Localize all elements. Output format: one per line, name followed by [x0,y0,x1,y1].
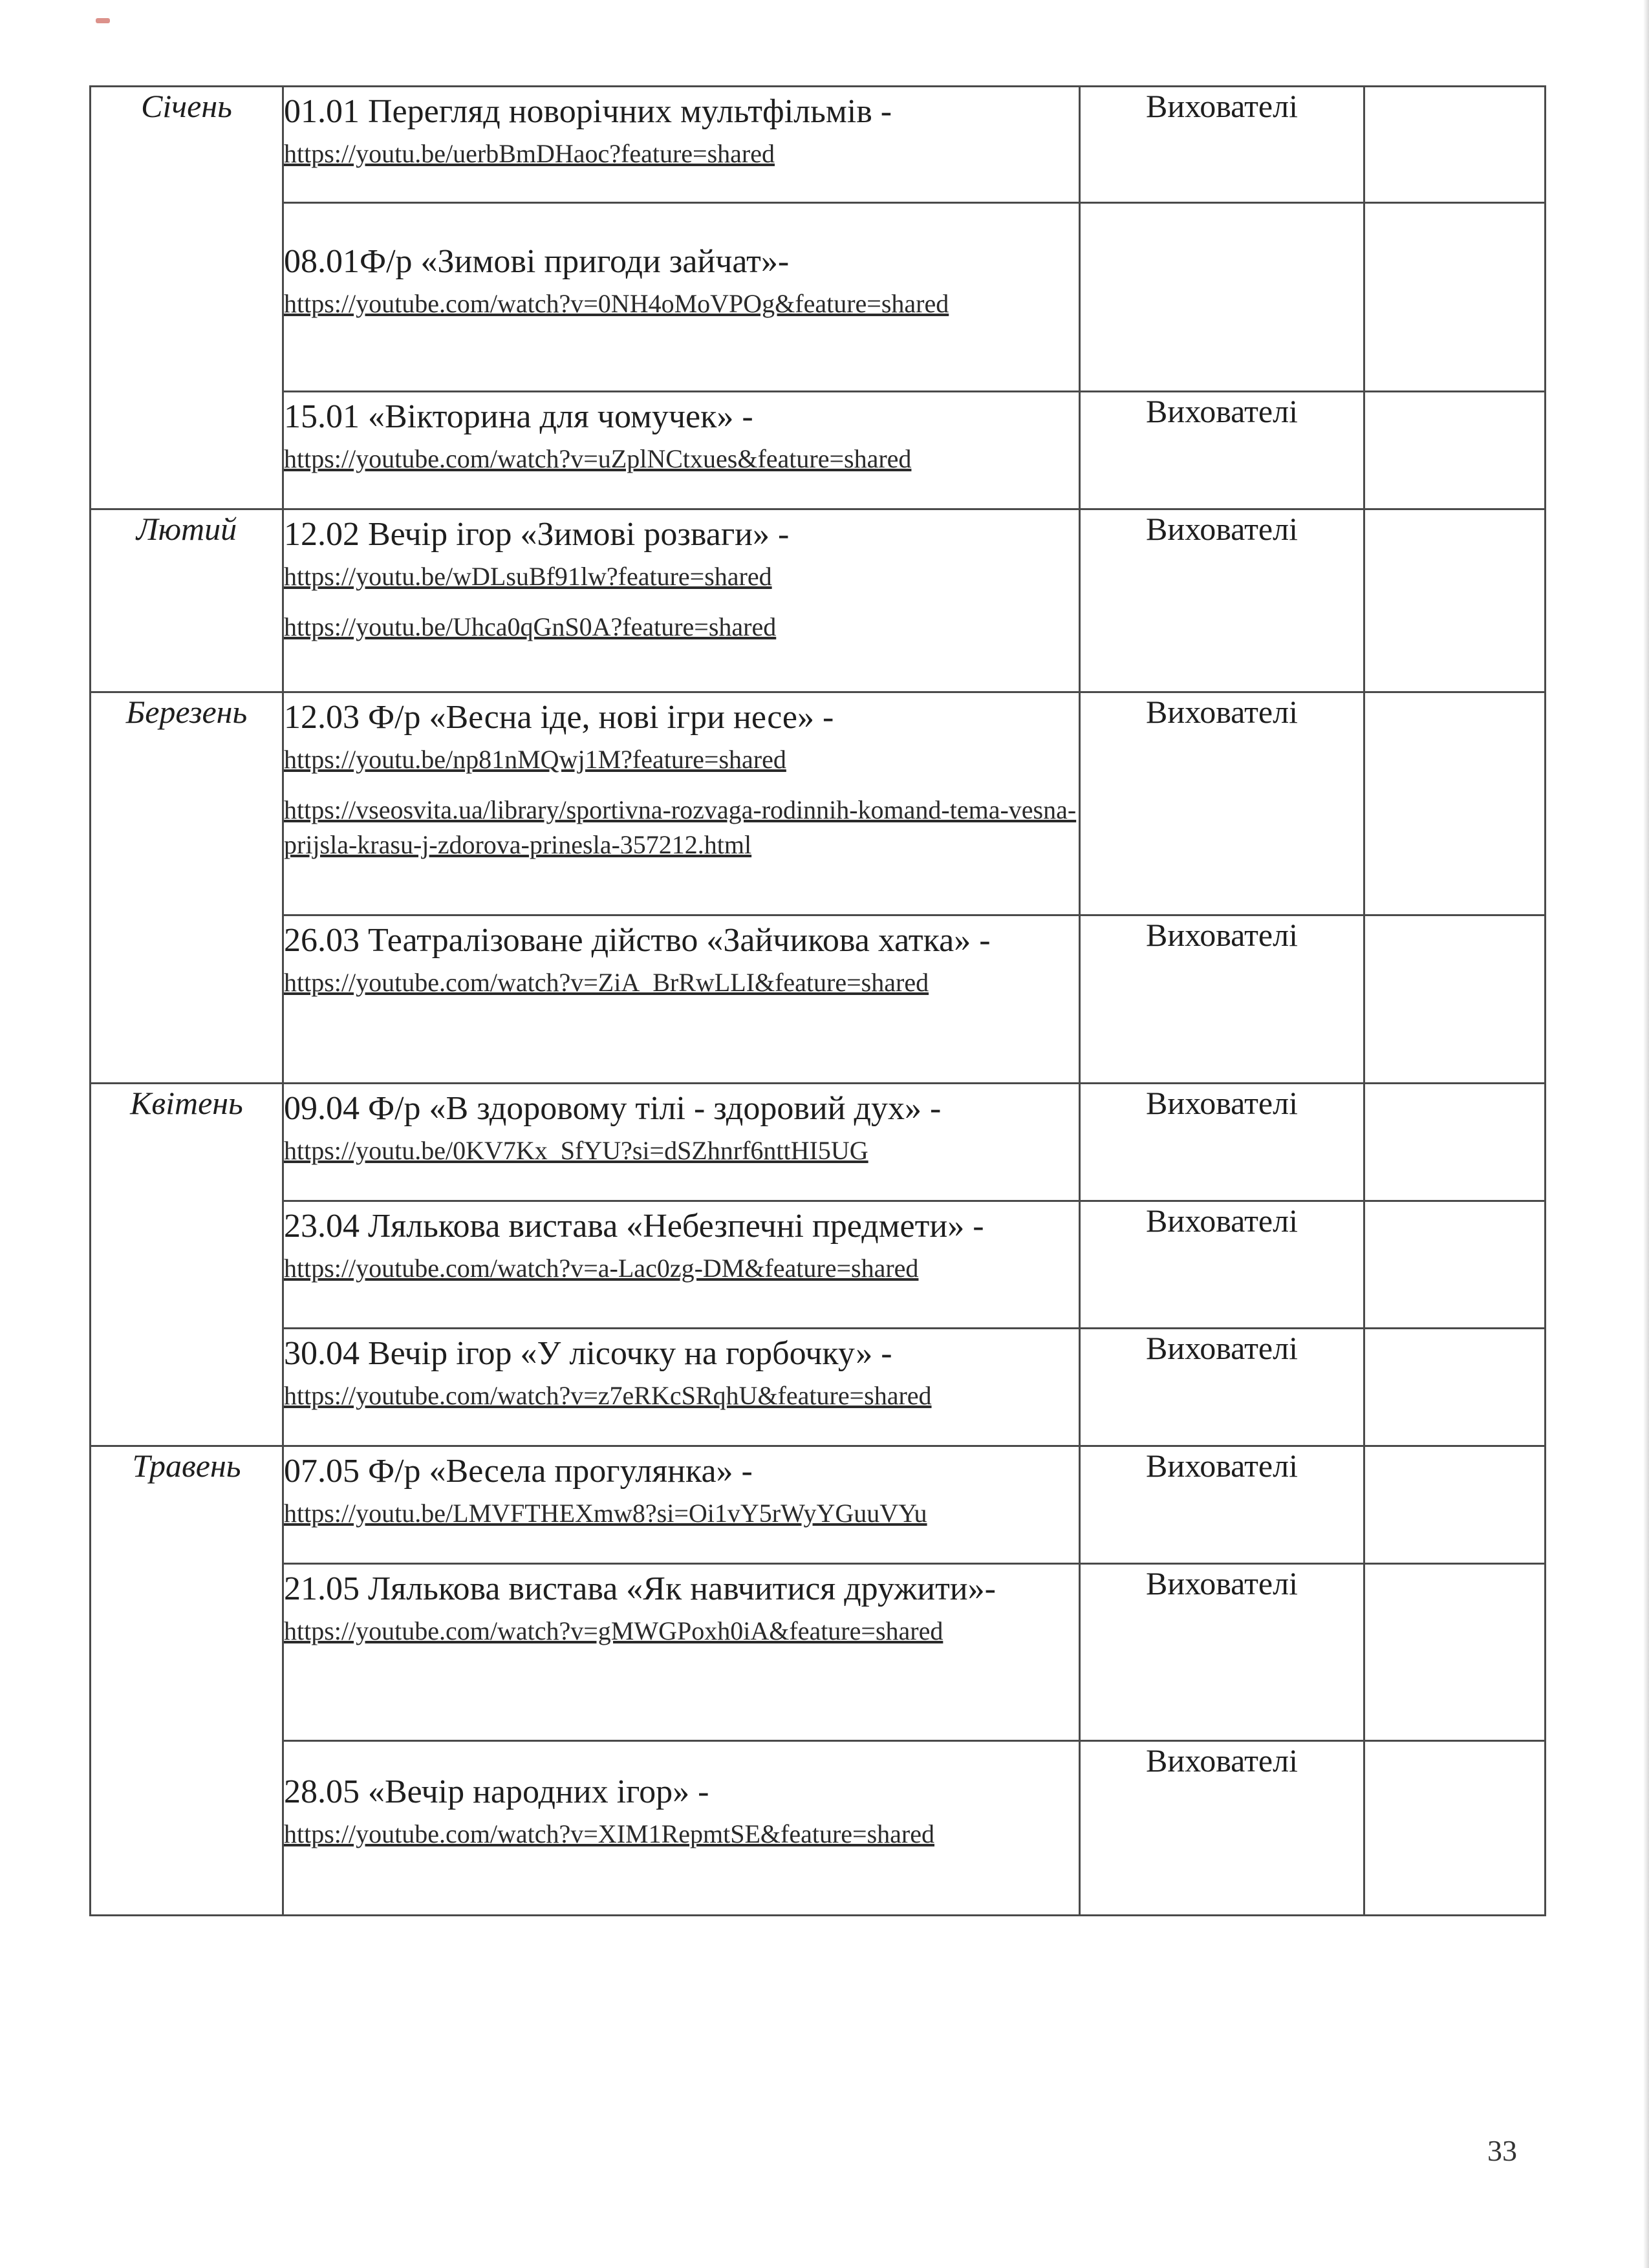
scan-edge-shadow [1643,0,1649,2268]
event-link[interactable]: https://youtube.com/watch?v=uZplNCtxues&feature=shared [284,444,912,473]
month-cell-february: Лютий [91,509,283,692]
event-title: 15.01 «Вікторина для чомучек» - [284,398,753,435]
event-cell [283,1084,1080,1201]
event-title: 08.01Ф/р «Зимові пригоди зайчат»- [284,243,790,280]
scan-mark [96,18,110,23]
notes-cell [1364,509,1546,692]
table-row [91,1084,1546,1201]
event-title: 07.05 Ф/р «Весела прогулянка» - [284,1453,753,1490]
page-number: 33 [1487,2134,1517,2167]
event-cell [283,87,1080,203]
event-link[interactable]: https://youtu.be/np81nMQwj1M?feature=shared [284,745,786,774]
event-cell [283,203,1080,392]
event-title: 09.04 Ф/р «В здоровому тілі - здоровий дух» - [284,1090,942,1127]
responsible-cell: Вихователі [1080,1446,1364,1564]
notes-cell [1364,392,1546,509]
event-title: 30.04 Вечір ігор «У лісочку на горбочку» - [284,1335,892,1372]
notes-cell [1364,203,1546,392]
notes-cell [1364,1741,1546,1916]
table-row [91,1446,1546,1564]
event-cell [283,1329,1080,1446]
event-title: 21.05 Лялькова вистава «Як навчитися дружити»- [284,1570,996,1607]
month-cell-january: Січень [91,87,283,509]
table-row [91,87,1546,203]
event-cell [283,509,1080,692]
event-link[interactable]: https://youtube.com/watch?v=ZiA_BrRwLLI&feature=shared [284,968,929,997]
responsible-cell: Вихователі [1080,1564,1364,1741]
event-link[interactable]: https://youtu.be/wDLsuBf91lw?feature=shared [284,562,772,591]
table-row [91,392,1546,509]
notes-cell [1364,1564,1546,1741]
table-row [91,1564,1546,1741]
event-cell [283,1564,1080,1741]
notes-cell [1364,1446,1546,1564]
event-link[interactable]: https://youtu.be/0KV7Kx_SfYU?si=dSZhnrf6nttHI5UG [284,1136,868,1165]
notes-cell [1364,87,1546,203]
event-title: 26.03 Театралізоване дійство «Зайчикова хатка» - [284,922,991,959]
responsible-cell: Вихователі [1080,1329,1364,1446]
event-link[interactable]: https://youtube.com/watch?v=XIM1RepmtSE&feature=shared [284,1819,934,1848]
responsible-cell: Вихователі [1080,1741,1364,1916]
event-cell [283,692,1080,915]
notes-cell [1364,1201,1546,1329]
notes-cell [1364,1329,1546,1446]
month-cell-may: Травень [91,1446,283,1916]
notes-cell [1364,692,1546,915]
event-title: 23.04 Лялькова вистава «Небезпечні предмети» - [284,1208,984,1245]
month-cell-april: Квітень [91,1084,283,1446]
event-title: 28.05 «Вечір народних ігор» - [284,1773,709,1810]
event-link[interactable]: https://youtu.be/LMVFTHEXmw8?si=Oi1vY5rWyYGuuVYu [284,1499,927,1528]
month-cell-march: Березень [91,692,283,1084]
table-row [91,1201,1546,1329]
responsible-cell: Вихователі [1080,692,1364,915]
responsible-cell: Вихователі [1080,1084,1364,1201]
responsible-cell: Вихователі [1080,87,1364,203]
event-link[interactable]: https://youtube.com/watch?v=gMWGPoxh0iA&feature=shared [284,1616,943,1645]
responsible-cell: Вихователі [1080,1201,1364,1329]
event-link[interactable]: https://vseosvita.ua/library/sportivna-rozvaga-rodinnih-komand-tema-vesna-prijsla-krasu-j-zdorova-prinesla-357212.html [284,795,1077,859]
event-link[interactable]: https://youtube.com/watch?v=a-Lac0zg-DM&feature=shared [284,1254,919,1283]
event-link[interactable]: https://youtu.be/uerbBmDHaoc?feature=shared [284,139,775,168]
table-row [91,1741,1546,1916]
event-cell [283,392,1080,509]
responsible-cell: Вихователі [1080,392,1364,509]
table-row [91,1329,1546,1446]
table-row [91,509,1546,692]
notes-cell [1364,1084,1546,1201]
event-link[interactable]: https://youtube.com/watch?v=z7eRKcSRqhU&feature=shared [284,1381,932,1410]
event-cell [283,915,1080,1084]
table-row [91,203,1546,392]
event-title: 12.03 Ф/р «Весна іде, нові ігри несе» - [284,699,834,736]
responsible-cell: Вихователі [1080,509,1364,692]
notes-cell [1364,915,1546,1084]
event-cell [283,1741,1080,1916]
event-cell [283,1446,1080,1564]
event-link[interactable]: https://youtu.be/Uhca0qGnS0A?feature=shared [284,612,777,641]
event-link[interactable]: https://youtube.com/watch?v=0NH4oMoVPOg&feature=shared [284,289,949,318]
responsible-cell: Вихователі [1080,915,1364,1084]
responsible-cell [1080,203,1364,392]
table-row [91,692,1546,915]
table-row [91,915,1546,1084]
event-cell [283,1201,1080,1329]
events-table [89,85,1546,1916]
event-title: 12.02 Вечір ігор «Зимові розваги» - [284,516,790,553]
event-title: 01.01 Перегляд новорічних мультфільмів - [284,93,892,130]
